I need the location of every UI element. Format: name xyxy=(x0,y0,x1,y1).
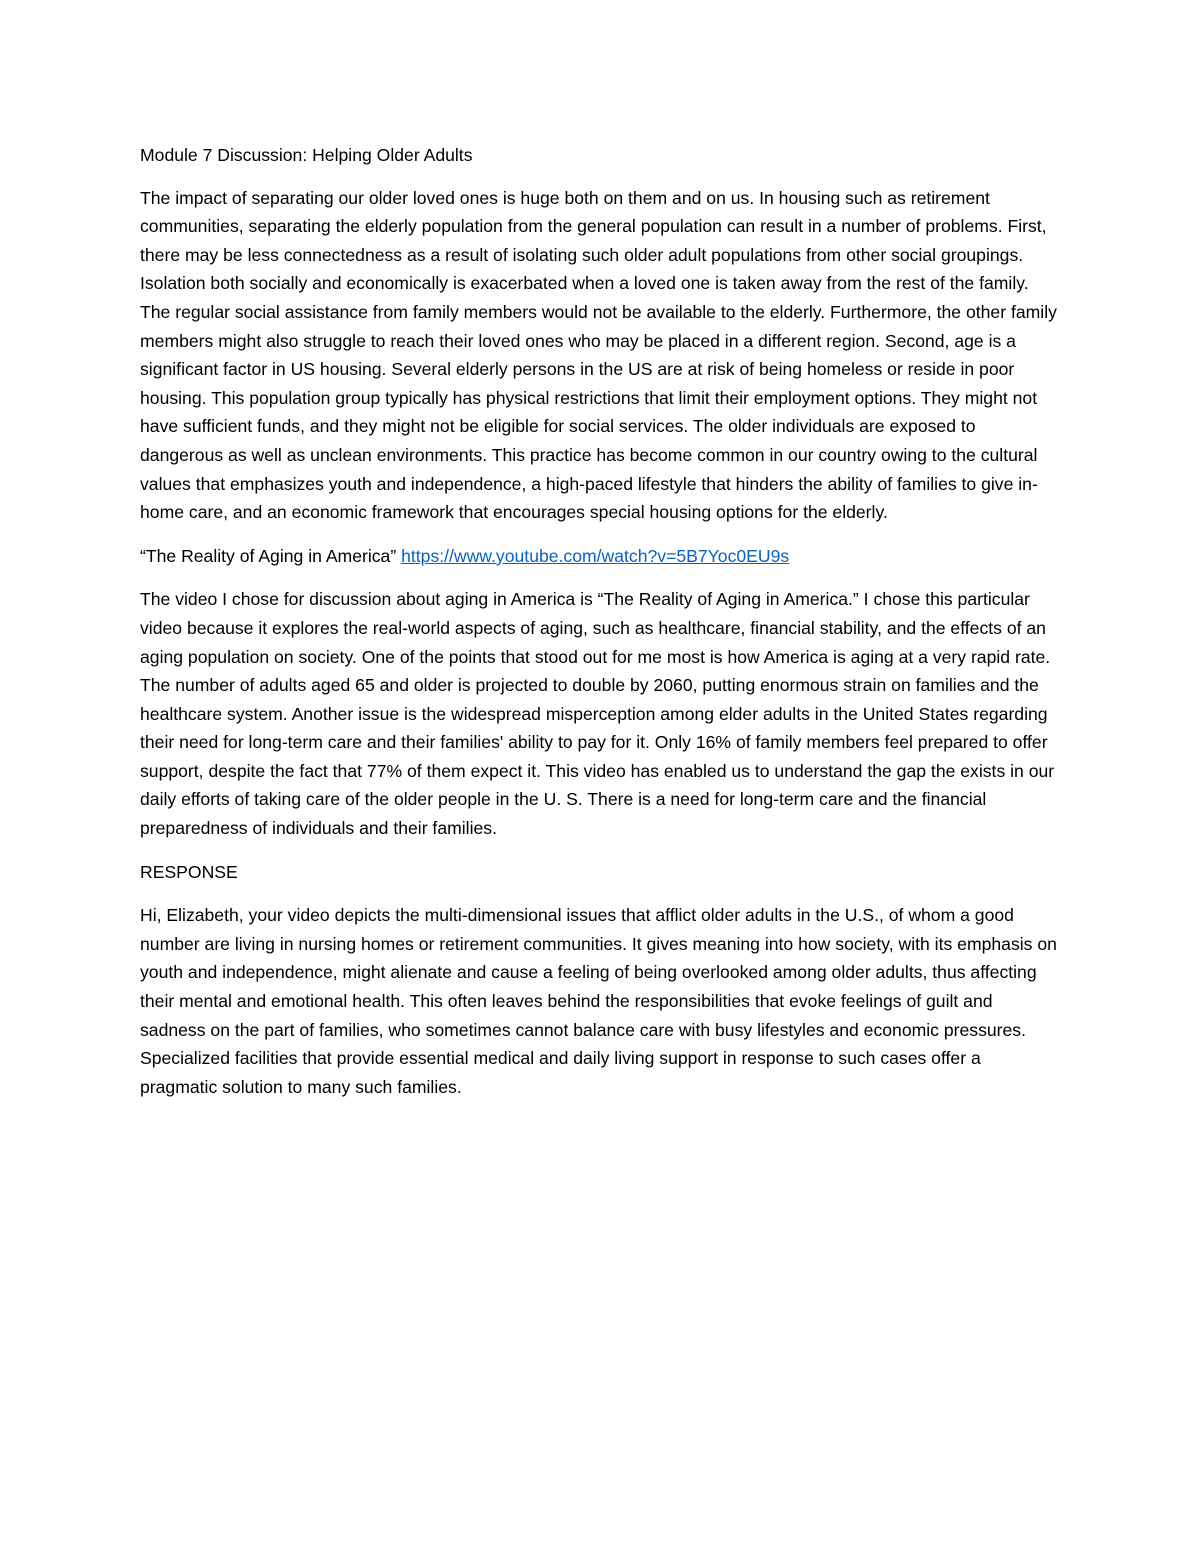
paragraph-impact: The impact of separating our older loved ones is huge both on them and on us. In housing such as retirement communities, separating the elderly population from the general population can result in a number of problems. First, there may be less connectedness as a result of isolating such older adult populations from other social groupings. Isolation both socially and economically is exacerbated when a loved one is taken away from the rest of the family. The regular social assistance from family members would not be available to the elderly. Furthermore, the other family members might also struggle to reach their loved ones who may be placed in a different region. Second, age is a significant factor in US housing. Several elderly persons in the US are at risk of being homeless or reside in poor housing. This population group typically has physical restrictions that limit their employment options. They might not have sufficient funds, and they might not be eligible for social services. The older individuals are exposed to dangerous as well as unclean environments. This practice has become common in our country owing to the cultural values that emphasizes youth and independence, a high-paced lifestyle that hinders the ability of families to give in-home care, and an economic framework that encourages special housing options for the elderly. xyxy=(140,187,1057,523)
paragraph-response: Hi, Elizabeth, your video depicts the multi-dimensional issues that afflict older adults in the U.S., of whom a good number are living in nursing homes or retirement communities. It gives meaning into how society, with its emphasis on youth and independence, might alienate and cause a feeling of being overlooked among older adults, thus affecting their mental and emotional health. This often leaves behind the responsibilities that evoke feelings of guilt and sadness on the part of families, who sometimes cannot balance care with busy lifestyles and economic pressures. Specialized facilities that provide essential medical and daily living support in response to such cases offer a pragmatic solution to many such families. xyxy=(140,905,1057,1097)
document-title: Module 7 Discussion: Helping Older Adults xyxy=(140,145,473,165)
response-heading: RESPONSE xyxy=(140,861,238,882)
video-title: “The Reality of Aging in America” xyxy=(140,545,397,566)
video-link[interactable]: https://www.youtube.com/watch?v=5B7Yoc0EU9s xyxy=(401,545,790,566)
video-reference xyxy=(140,542,1060,571)
paragraph-video-discussion: The video I chose for discussion about aging in America is “The Reality of Aging in America.” I chose this particular video because it explores the real-world aspects of aging, such as healthcare, financial stability, and the effects of an aging population on society. One of the points that stood out for me most is how America is aging at a very rapid rate. The number of adults aged 65 and older is projected to double by 2060, putting enormous strain on families and the healthcare system. Another issue is the widespread misperception among elder adults in the United States regarding their need for long-term care and their families' ability to pay for it. Only 16% of family members feel prepared to offer support, despite the fact that 77% of them expect it. This video has enabled us to understand the gap the exists in our daily efforts of taking care of the older people in the U. S. There is a need for long-term care and the financial preparedness of individuals and their families. xyxy=(140,589,1055,839)
